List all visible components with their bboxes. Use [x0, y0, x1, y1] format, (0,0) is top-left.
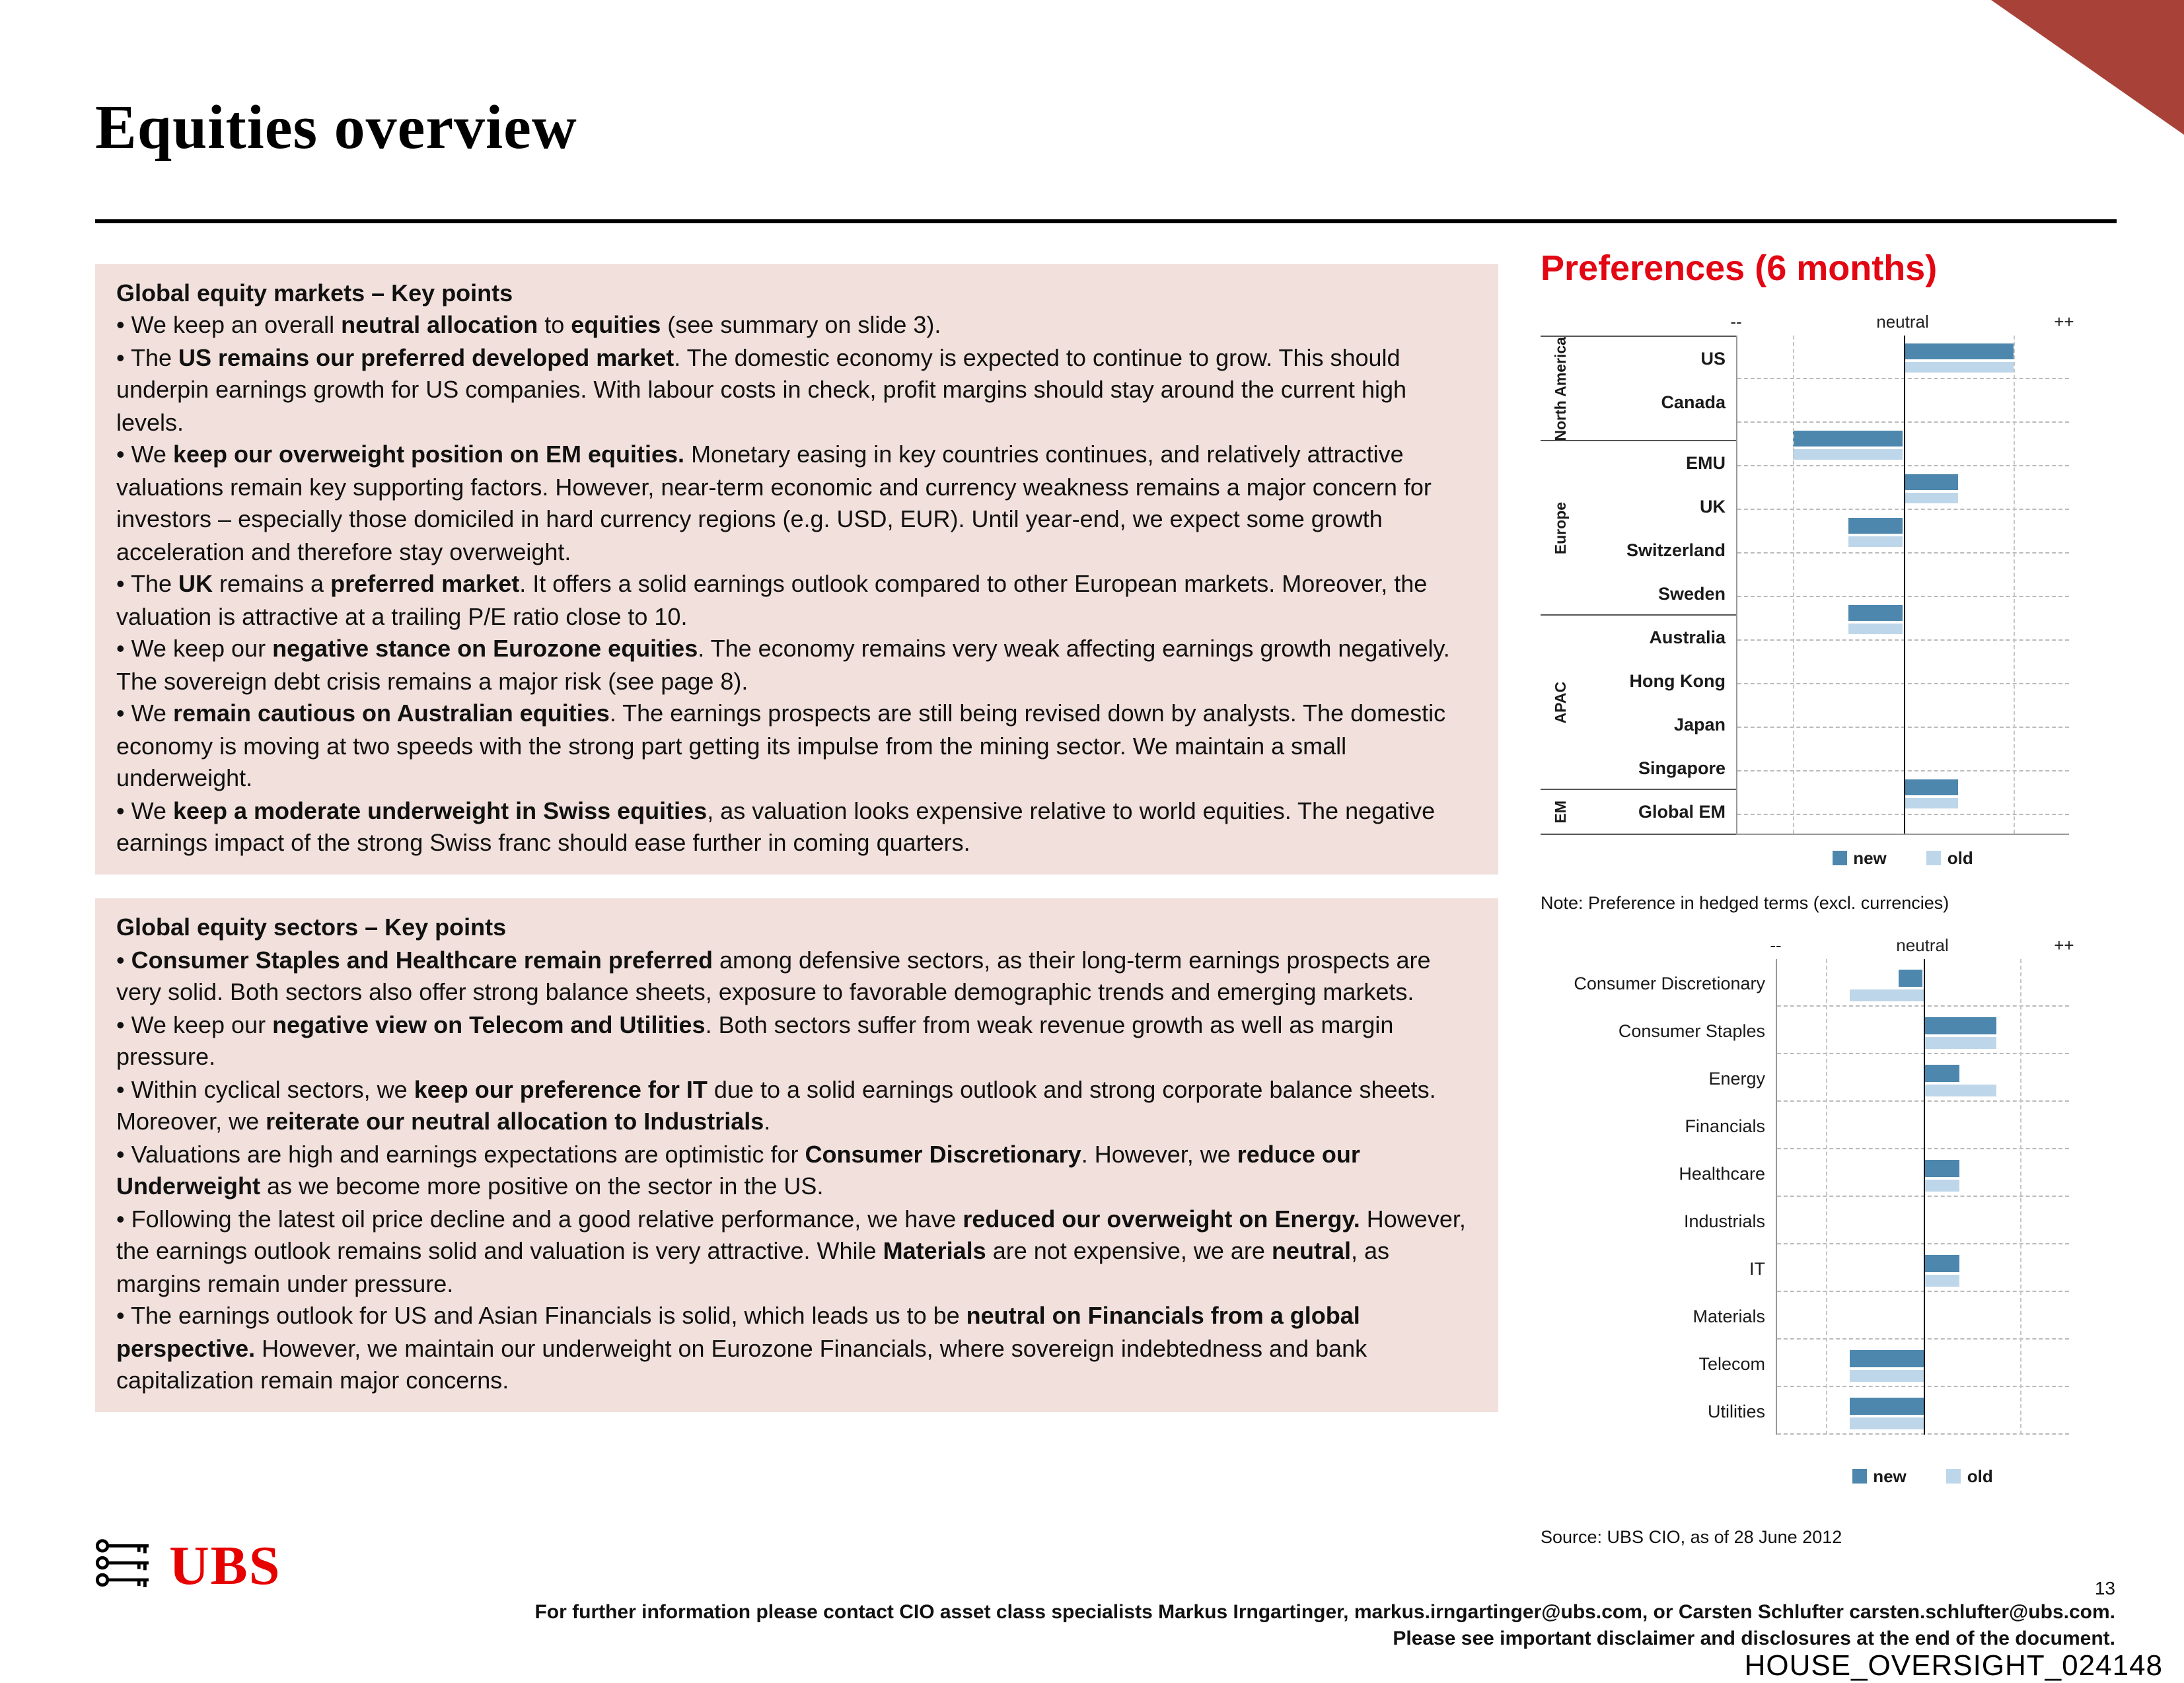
- old-bar: [1903, 362, 2014, 373]
- ubs-wordmark: UBS: [169, 1536, 281, 1597]
- row-label: Consumer Discretionary: [1574, 973, 1765, 993]
- row-label: Japan: [1673, 714, 1726, 734]
- chart-note: Note: Preference in hedged terms (excl. currencies): [1541, 893, 1949, 913]
- region-group-label: APAC: [1554, 681, 1570, 724]
- new-bar: [1903, 779, 1959, 795]
- legend-item-new: new: [1852, 1466, 1907, 1486]
- regional-chart-legend: [1736, 848, 2069, 868]
- new-bar: [1923, 1160, 1959, 1177]
- new-bar: [1903, 474, 1959, 490]
- preferences-heading: Preferences (6 months): [1541, 248, 1938, 288]
- neutral-line: [1903, 336, 1905, 834]
- old-bar: [1923, 1275, 1959, 1287]
- ubs-keys-icon: [95, 1536, 156, 1598]
- bullet-point: • The earnings outlook for US and Asian Financials is solid, which leads us to be neutral on Financials from a global perspective. However, we maintain our underweight on Eurozone Financials, where sovereign indebtedness and bank capitalization remain major concerns.: [116, 1303, 1367, 1394]
- row-label: Telecom: [1698, 1353, 1765, 1373]
- sector-chart-legend: [1776, 1466, 2069, 1486]
- row-label: EMU: [1686, 452, 1726, 473]
- row-label: Industrials: [1683, 1211, 1765, 1231]
- region-group-label: EM: [1554, 800, 1570, 823]
- old-swatch: [1926, 851, 1941, 865]
- axis-label: neutral: [1876, 312, 1929, 332]
- row-label: Canada: [1661, 392, 1726, 412]
- page-number: 13: [2094, 1577, 2115, 1598]
- new-bar: [1903, 343, 2014, 359]
- sectors-bullet-list: [116, 945, 1477, 1397]
- old-bar: [1903, 798, 1959, 808]
- ubs-logo: [95, 1535, 281, 1598]
- old-bar: [1848, 624, 1903, 634]
- row-label: Singapore: [1638, 758, 1726, 778]
- gridline: [1826, 959, 1827, 1435]
- footer-contact-line: For further information please contact CIO asset class specialists Markus Irngartinger, markus.irngartinger@ubs.com, or Carsten Schlufter carsten.schlufter@ubs.com.: [534, 1601, 2115, 1624]
- bullet-point: • Consumer Staples and Healthcare remain preferred among defensive sectors, as their long-term earnings prospects are very solid. Both sectors also offer strong balance sheets, exposure to favorable demographic trends and emerging markets.: [116, 947, 1431, 1006]
- region-group: [1541, 790, 1736, 834]
- row-label: Utilities: [1707, 1401, 1765, 1421]
- bullet-point: • We remain cautious on Australian equities. The earnings prospects are still being revised down by analysts. The domestic economy is moving at two speeds with the strong part getting its impulse from the mining sector. We maintain a small underweight.: [116, 700, 1446, 792]
- region-group-label: Europe: [1554, 502, 1570, 555]
- corner-triangle-decoration: [1991, 0, 2184, 135]
- region-group: [1541, 337, 1736, 441]
- axis-label: --: [1770, 935, 1782, 955]
- new-bar: [1850, 1398, 1924, 1415]
- new-bar: [1848, 518, 1903, 534]
- bullet-point: • Within cyclical sectors, we keep our preference for IT due to a solid earnings outlook and strong corporate balance sheets. Moreover, we reiterate our neutral allocation to Industrials.: [116, 1076, 1436, 1135]
- chart-axis: [1541, 935, 2074, 959]
- old-bar: [1923, 1037, 1996, 1049]
- row-label: Materials: [1693, 1306, 1765, 1326]
- axis-label: neutral: [1896, 935, 1949, 955]
- new-swatch: [1852, 1469, 1866, 1484]
- bullet-point: • We keep our overweight position on EM equities. Monetary easing in key countries continues, and relatively attractive valuations remain key supporting factors. However, near-term economic and currency weakness remains a major concern for investors – especially those domiciled in hard currency regions (e.g. USD, EUR). Until year-end, we expect some growth acceleration and therefore stay overweight.: [116, 441, 1432, 565]
- row-label: Switzerland: [1626, 540, 1726, 560]
- legend-item-new: new: [1832, 848, 1887, 868]
- old-bar: [1923, 1085, 1996, 1096]
- legend-item-old: old: [1926, 848, 1973, 868]
- bullet-point: • Following the latest oil price decline and a good relative performance, we have reduced our overweight on Energy. However, the earnings outlook remains solid and valuation is very attractive. While Materials are not expensive, we are neutral, as margins remain under pressure.: [116, 1205, 1466, 1297]
- old-bar: [1848, 536, 1903, 547]
- markets-bullet-list: [116, 310, 1477, 859]
- sector-preferences-chart: [1541, 935, 2074, 1435]
- legend-item-old: old: [1946, 1466, 1993, 1486]
- new-bar: [1899, 970, 1923, 987]
- region-group: [1541, 616, 1736, 790]
- old-bar: [1850, 989, 1924, 1001]
- region-group: [1541, 441, 1736, 616]
- sectors-box-heading: Global equity sectors – Key points: [116, 914, 507, 941]
- axis-label: ++: [2054, 312, 2074, 332]
- row-label: US: [1700, 349, 1726, 369]
- row-label: Financials: [1685, 1116, 1765, 1135]
- bullet-point: • The US remains our preferred developed market. The domestic economy is expected to continue to grow. This should underpin earnings growth for US companies. With labour costs in check, profit margins should stay around the current high levels.: [116, 344, 1406, 436]
- row-label: Global EM: [1638, 801, 1726, 822]
- markets-box-heading: Global equity markets – Key points: [116, 280, 513, 306]
- left-column: [95, 264, 1498, 1437]
- old-bar: [1923, 1180, 1959, 1192]
- new-bar: [1923, 1065, 1959, 1082]
- sectors-key-points-box: [95, 899, 1498, 1413]
- row-label: UK: [1700, 496, 1726, 517]
- new-swatch: [1832, 851, 1846, 865]
- row-label: IT: [1749, 1258, 1765, 1278]
- old-bar: [1850, 1417, 1924, 1429]
- bullet-point: • Valuations are high and earnings expectations are optimistic for Consumer Discretionary. However, we reduce our Underweight as we become more positive on the sector in the US.: [116, 1141, 1360, 1200]
- bullet-point: • We keep our negative view on Telecom and Utilities. Both sectors suffer from weak revenue growth as well as margin pressure.: [116, 1011, 1394, 1071]
- old-bar: [1903, 493, 1959, 503]
- row-label: Healthcare: [1679, 1163, 1765, 1183]
- bullet-point: • We keep a moderate underweight in Swiss equities, as valuation looks expensive relative to world equities. The negative earnings impact of the strong Swiss franc should ease further in coming quarters.: [116, 797, 1436, 856]
- row-label: Sweden: [1657, 583, 1726, 604]
- title-rule: [95, 219, 2117, 223]
- footer-disclaimer-line: Please see important disclaimer and disclosures at the end of the document.: [1393, 1628, 2115, 1650]
- gridline: [2020, 959, 2021, 1435]
- chart-axis: [1541, 312, 2074, 336]
- old-swatch: [1946, 1469, 1961, 1484]
- bullet-point: • The UK remains a preferred market. It offers a solid earnings outlook compared to other European markets. Moreover, the valuation is attractive at a trailing P/E ratio close to 10.: [116, 571, 1428, 630]
- gridline: [1793, 336, 1794, 834]
- markets-key-points-box: [95, 264, 1498, 875]
- new-bar: [1923, 1255, 1959, 1272]
- page-title: Equities overview: [95, 94, 577, 162]
- row-label: Hong Kong: [1629, 670, 1726, 691]
- bullet-point: • We keep our negative stance on Eurozone equities. The economy remains very weak affecting earnings growth negatively. The sovereign debt crisis remains a major risk (see page 8).: [116, 635, 1450, 695]
- bates-stamp: HOUSE_OVERSIGHT_024148: [1744, 1649, 2163, 1682]
- row-label: Australia: [1649, 627, 1726, 647]
- row-label: Consumer Staples: [1618, 1021, 1765, 1040]
- old-bar: [1793, 449, 1903, 460]
- source-note: Source: UBS CIO, as of 28 June 2012: [1541, 1527, 1842, 1547]
- new-bar: [1850, 1350, 1924, 1367]
- axis-label: ++: [2054, 935, 2074, 955]
- regional-preferences-chart: [1541, 312, 2074, 835]
- new-bar: [1848, 605, 1903, 621]
- new-bar: [1793, 431, 1903, 447]
- old-bar: [1850, 1370, 1924, 1382]
- neutral-line: [1923, 959, 1924, 1435]
- row-label: Energy: [1708, 1068, 1765, 1088]
- gridline: [2014, 336, 2015, 834]
- new-bar: [1923, 1017, 1996, 1034]
- region-group-label: North America: [1554, 337, 1570, 441]
- axis-label: --: [1730, 312, 1742, 332]
- bullet-point: • We keep an overall neutral allocation to equities (see summary on slide 3).: [116, 312, 941, 339]
